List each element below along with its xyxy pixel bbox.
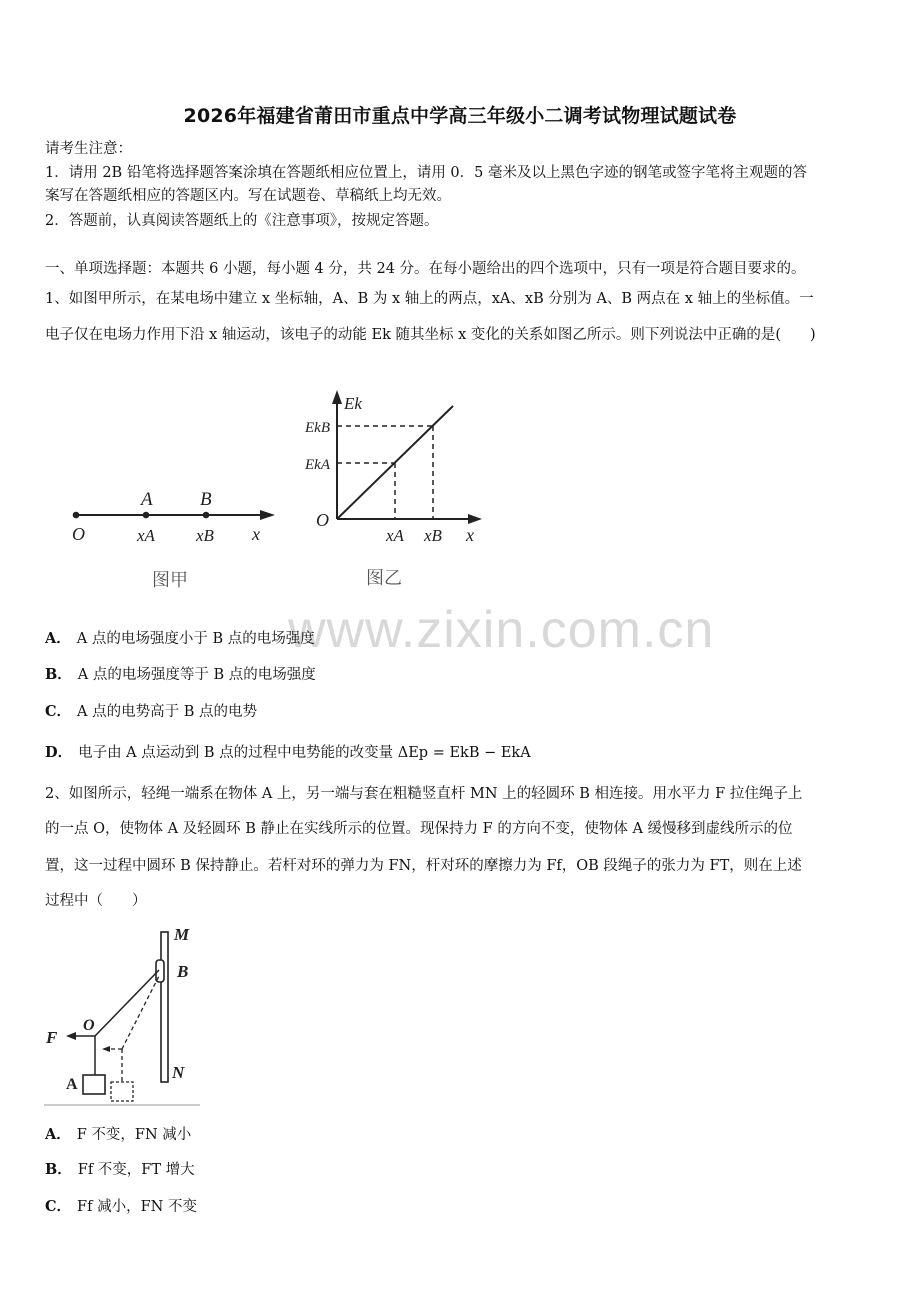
- page-title: 2026年福建省莆田市重点中学高三年级小二调考试物理试题试卷: [183, 105, 737, 127]
- q1-option-d[interactable]: [45, 741, 531, 762]
- fig-label-n: N: [172, 1063, 185, 1082]
- q1-option-b[interactable]: [45, 663, 316, 684]
- notice-item-1-line-1: 1．请用 2B 铅笔将选择题答案涂填在答题纸相应位置上，请用 0．5 毫米及以上黑色字迹的钢笔或签字笔将主观题的答: [45, 165, 807, 181]
- option-letter: A．: [45, 1126, 71, 1143]
- fig-label-m: M: [174, 925, 190, 944]
- q2-stem-line-2: 的一点 O，使物体 A 及轻圆环 B 静止在实线所示的位置。现保持力 F 的方向不变，使物体 A 缓慢移到虚线所示的位: [45, 821, 793, 837]
- option-letter: D．: [45, 744, 73, 761]
- yi-tick-xa: xA: [386, 526, 404, 545]
- q2-option-b[interactable]: [45, 1158, 195, 1179]
- q2-figure: [40, 922, 210, 1112]
- fig-label-a: A: [66, 1076, 78, 1093]
- yi-caption: 图乙: [366, 568, 402, 589]
- option-letter: C．: [45, 1198, 72, 1215]
- option-letter: B．: [45, 666, 72, 683]
- q2-option-c[interactable]: [45, 1195, 197, 1216]
- q2-option-a[interactable]: [45, 1123, 191, 1144]
- jia-tick-xa: xA: [137, 526, 155, 545]
- q2-option-a-text: F 不变，FN 减小: [76, 1127, 192, 1143]
- jia-axis-x: x: [252, 524, 260, 544]
- q2-stem-line-4: 过程中（ ）: [45, 893, 147, 909]
- fig-label-b: B: [177, 962, 189, 981]
- notice-heading: 请考生注意：: [45, 141, 132, 157]
- q1-option-a[interactable]: [45, 627, 315, 648]
- jia-label-a: A: [141, 489, 153, 510]
- notice-item-1-line-2: 案写在答题纸相应的答题区内。写在试题卷、草稿纸上均无效。: [45, 188, 451, 204]
- q2-option-c-text: Ff 减小，FN 不变: [77, 1199, 197, 1215]
- section-heading: 一、单项选择题：本题共 6 小题，每小题 4 分，共 24 分。在每小题给出的四个选项中，只有一项是符合题目要求的。: [45, 261, 806, 277]
- jia-tick-xb: xB: [196, 526, 214, 545]
- yi-origin: O: [316, 510, 329, 530]
- option-letter: B．: [45, 1161, 72, 1178]
- q2-stem-line-1: 2、如图所示，轻绳一端系在物体 A 上，另一端与套在粗糙竖直杆 MN 上的轻圆环 B 相连接。用水平力 F 拉住绳子上: [45, 786, 803, 802]
- jia-origin: O: [72, 524, 85, 544]
- yi-tick-xb: xB: [424, 526, 442, 545]
- option-letter: A．: [45, 630, 71, 647]
- notice-item-2: 2．答题前，认真阅读答题纸上的《注意事项》，按规定答题。: [45, 213, 439, 229]
- q1-figure-yi: [300, 385, 500, 595]
- option-letter: C．: [45, 703, 72, 720]
- yi-label-eka: EkA: [305, 457, 330, 473]
- yi-axis-ek: Ek: [344, 394, 362, 413]
- q1-option-c[interactable]: [45, 700, 257, 721]
- q2-stem-line-3: 置，这一过程中圆环 B 保持静止。若杆对环的弹力为 FN，杆对环的摩擦力为 Ff，OB 段绳子的张力为 FT，则在上述: [45, 858, 802, 874]
- watermark: www.zixin.com.cn: [288, 601, 715, 659]
- q2-option-b-text: Ff 不变，FT 增大: [77, 1162, 195, 1178]
- q1-figure-jia: [60, 478, 290, 593]
- q1-stem-line-1: 1、如图甲所示，在某电场中建立 x 坐标轴，A、B 为 x 轴上的两点，xA、xB 分别为 A、B 两点在 x 轴上的坐标值。一: [45, 291, 814, 307]
- q1-option-c-text: A 点的电势高于 B 点的电势: [77, 704, 258, 720]
- q1-option-a-text: A 点的电场强度小于 B 点的电场强度: [76, 631, 315, 647]
- fig-label-o: O: [83, 1017, 95, 1034]
- q1-stem-line-2: 电子仅在电场力作用下沿 x 轴运动，该电子的动能 Ek 随其坐标 x 变化的关系如图乙所示。则下列说法中正确的是( ): [45, 327, 816, 343]
- q1-option-d-text: 电子由 A 点运动到 B 点的过程中电势能的改变量 ΔEp = EkB − EkA: [78, 745, 531, 761]
- q1-option-b-text: A 点的电场强度等于 B 点的电场强度: [77, 667, 316, 683]
- yi-label-ekb: EkB: [305, 420, 330, 436]
- fig-label-f: F: [46, 1028, 58, 1047]
- jia-caption: 图甲: [152, 570, 188, 591]
- yi-axis-x: x: [466, 525, 474, 545]
- jia-label-b: B: [200, 489, 212, 510]
